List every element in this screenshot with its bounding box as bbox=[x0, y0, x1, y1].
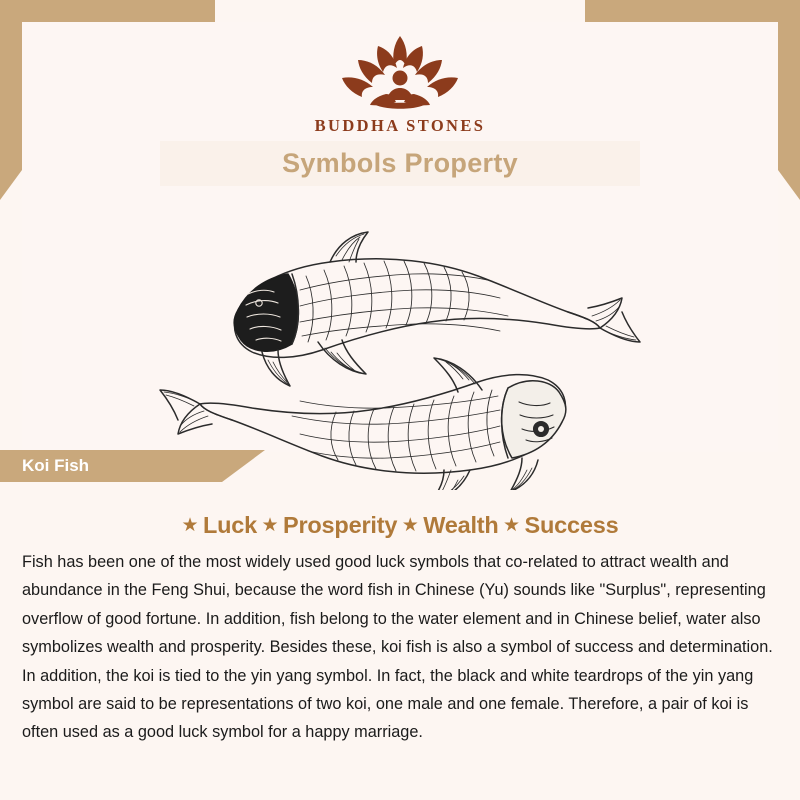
keyword-list bbox=[0, 512, 800, 539]
description-paragraph: Fish has been one of the most widely used good luck symbols that co-related to attract wealth and abundance in the Feng Shui, because the word fish in Chinese (Yu) sounds like "Surplus", representing overflow of good fortune. In addition, fish belong to the water element and in Chinese belief, water also symbolizes wealth and prosperity. Besides these, koi fish is also a symbol of success and determination. In addition, the koi is tied to the yin yang symbol. In fact, the black and white teardrops of the yin yang symbol are said to be representations of two koi, one male and one female. Therefore, a pair of koi is often used as a good luck symbol for a happy marriage. bbox=[22, 553, 773, 742]
description-block bbox=[22, 548, 782, 747]
koi-fish-illustration-svg bbox=[0, 190, 800, 490]
section-label-text: Koi Fish bbox=[22, 456, 90, 475]
star-icon: ★ bbox=[261, 515, 279, 536]
star-icon: ★ bbox=[503, 515, 521, 536]
page-title-bar bbox=[160, 141, 640, 186]
brand-name: BUDDHA STONES bbox=[314, 116, 486, 135]
lotus-meditation-figure-icon bbox=[330, 26, 470, 114]
brand-logo bbox=[0, 26, 800, 136]
keyword-prosperity: Prosperity bbox=[282, 512, 398, 538]
page-title: Symbols Property bbox=[282, 148, 518, 178]
corner-band-top-right bbox=[585, 0, 800, 22]
koi-fish-illustration bbox=[0, 190, 800, 490]
keyword-success: Success bbox=[524, 512, 619, 538]
corner-band-top-left bbox=[0, 0, 215, 22]
keyword-wealth: Wealth bbox=[423, 512, 499, 538]
star-icon: ★ bbox=[181, 515, 199, 536]
keyword-luck: Luck bbox=[202, 512, 258, 538]
star-icon: ★ bbox=[401, 515, 419, 536]
section-label bbox=[0, 450, 265, 482]
